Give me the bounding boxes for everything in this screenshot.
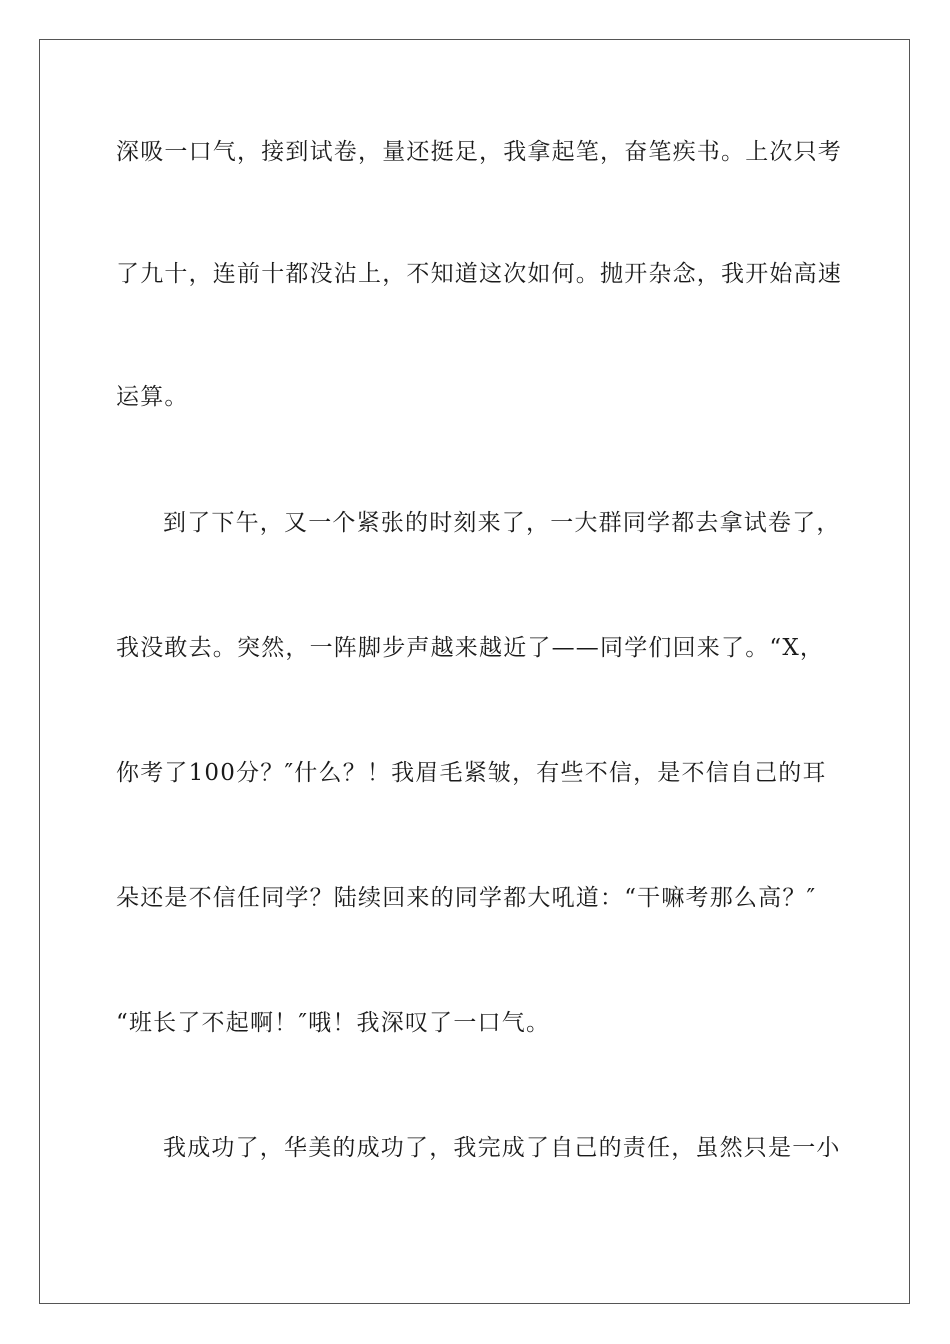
text-line: “班长了不起啊！″哦！我深叹了一口气。 [116,1010,551,1036]
text-line: 了九十，连前十都没沾上，不知道这次如何。抛开杂念，我开始高速 [116,261,842,287]
paragraph-start-line: 我成功了，华美的成功了，我完成了自己的责任，虽然只是一小 [163,1135,841,1161]
paragraph-start-line: 到了下午，又一个紧张的时刻来了，一大群同学都去拿试卷了， [163,510,841,536]
text-line: 我没敢去。突然，一阵脚步声越来越近了——同学们回来了。“X， [116,635,825,661]
text-line: 运算。 [116,384,189,410]
text-line: 深吸一口气，接到试卷，量还挺足，我拿起笔，奋笔疾书。上次只考 [116,139,842,165]
text-line: 你考了100分？″什么？！我眉毛紧皱，有些不信，是不信自己的耳 [116,760,827,786]
text-line: 朵还是不信任同学？陆续回来的同学都大吼道：“干嘛考那么高？″ [116,885,817,911]
page-border [39,39,910,1304]
